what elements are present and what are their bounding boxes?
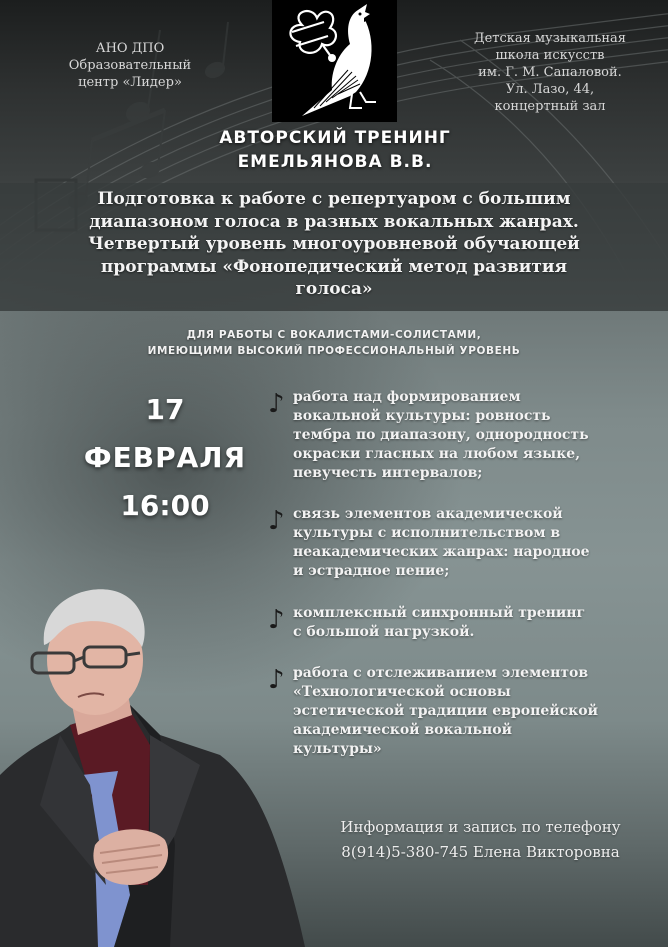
music-note-icon: ♪	[268, 506, 285, 536]
venue-line: Детская музыкальная	[474, 31, 626, 46]
organizer-line: Образовательный	[68, 58, 192, 73]
list-item	[268, 604, 598, 642]
list-item-text: комплексный синхронный тренинг с большой нагрузкой.	[293, 605, 586, 640]
music-note-icon: ♪	[268, 665, 285, 695]
audience-line: ИМЕЮЩИМИ ВЫСОКИЙ ПРОФЕССИОНАЛЬНЫЙ УРОВЕНЬ	[147, 345, 521, 357]
program-description	[70, 188, 598, 301]
organizer-line: центр «Лидер»	[78, 75, 182, 90]
title-line: ЕМЕЛЬЯНОВА В.В.	[237, 152, 433, 172]
singing-bird-logo-icon	[272, 0, 397, 122]
venue-info	[470, 30, 630, 115]
list-item	[268, 388, 598, 483]
music-note-icon: ♪	[268, 389, 285, 419]
list-item-text: связь элементов академической культуры с исполнительством в неакадемических жанрах: народное и эстрадное пение;	[293, 506, 590, 579]
description-line: голоса»	[295, 279, 373, 299]
audience-line: ДЛЯ РАБОТЫ С ВОКАЛИСТАМИ-СОЛИСТАМИ,	[186, 329, 482, 341]
contact-phone: 8(914)5-380-745 Елена Викторовна	[341, 843, 620, 861]
target-audience	[100, 327, 568, 359]
event-time: 16:00	[120, 489, 210, 522]
venue-line: школа искусств	[495, 48, 605, 63]
description-line: Четвертый уровень многоуровневой обучающей	[88, 234, 580, 254]
description-line: программы «Фонопедический метод развития	[100, 256, 568, 277]
event-day: 17	[145, 393, 185, 426]
organizer-info	[60, 40, 200, 91]
venue-line: Ул. Лазо, 44,	[505, 82, 595, 97]
program-points-list	[268, 388, 598, 779]
venue-line: концертный зал	[494, 99, 606, 114]
title-line: АВТОРСКИЙ ТРЕНИНГ	[219, 128, 451, 148]
list-item-text: работа над формированием вокальной культуры: ровность тембра по диапазону, однородность окраски гласных на любом языке, певучесть интервалов;	[293, 389, 589, 481]
event-title	[180, 126, 490, 174]
organizer-line: АНО ДПО	[95, 41, 165, 56]
music-note-icon: ♪	[268, 605, 285, 635]
list-item-text: работа с отслеживанием элементов «Технологической основы эстетической традиции европейской академической вокальной культуры»	[293, 665, 598, 757]
contact-info	[318, 815, 643, 865]
trainer-portrait	[0, 585, 310, 947]
event-month: ФЕВРАЛЯ	[83, 441, 247, 474]
list-item	[268, 505, 598, 581]
event-datetime	[60, 388, 270, 528]
venue-line: им. Г. М. Сапаловой.	[478, 65, 622, 80]
list-item	[268, 664, 598, 759]
description-line: диапазоном голоса в разных вокальных жанрах.	[89, 211, 579, 232]
contact-label: Информация и запись по телефону	[340, 818, 621, 836]
description-line: Подготовка к работе с репертуаром с большим	[97, 189, 571, 209]
